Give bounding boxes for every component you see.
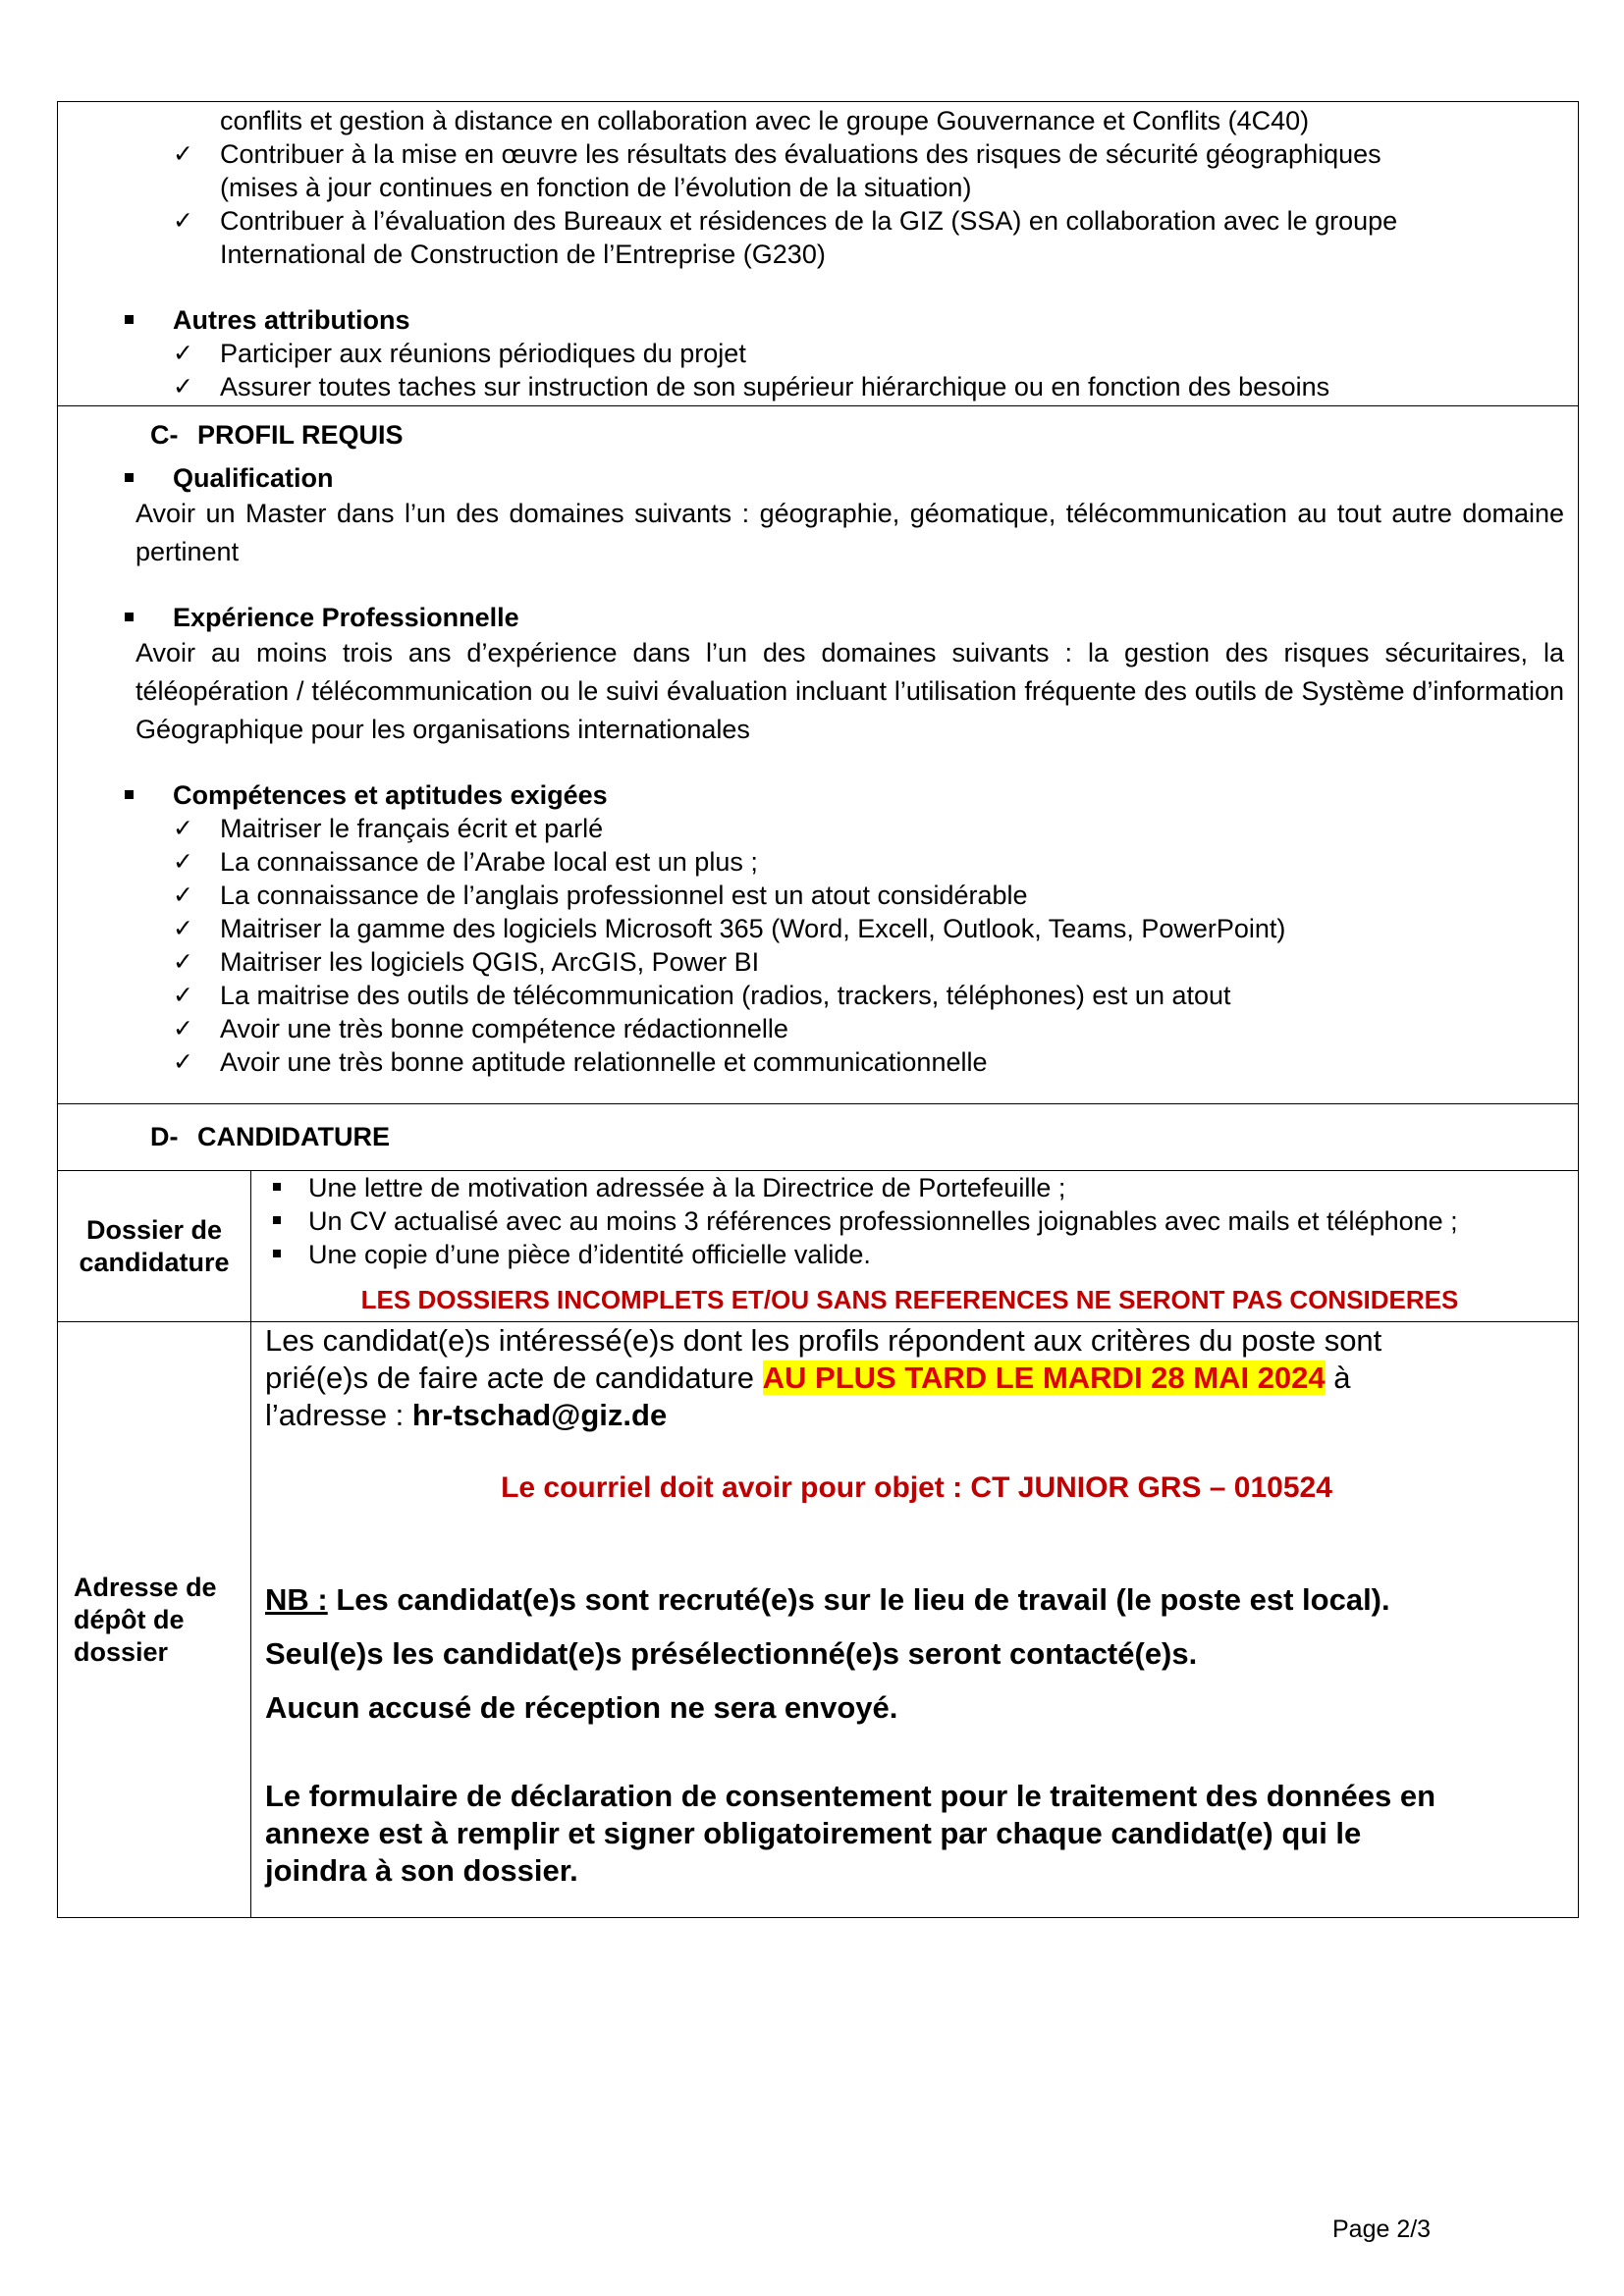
section-c-title: C- PROFIL REQUIS (150, 420, 404, 450)
list-item: ✓ La maitrise des outils de télécommunication (radios, trackers, téléphones) est un atout (173, 981, 1231, 1010)
check-icon: ✓ (173, 206, 193, 235)
list-item: ✓ Maitriser la gamme des logiciels Microsoft 365 (Word, Excell, Outlook, Teams, PowerPoint) (173, 914, 1286, 943)
qualification-text: Avoir un Master dans l’un des domaines suivants : géographie, géomatique, télécommunication au tout autre domaine pertinent (135, 499, 1564, 566)
check-icon: ✓ (173, 981, 193, 1009)
adresse-row (58, 1322, 1579, 1918)
autres-attributions-heading: Autres attributions (58, 303, 1564, 337)
square-bullet-icon (125, 315, 134, 324)
list-item: ✓ Maitriser les logiciels QGIS, ArcGIS, Power BI (173, 947, 760, 977)
qualification-heading: Qualification (58, 461, 1564, 495)
check-icon: ✓ (173, 1014, 193, 1042)
square-bullet-icon (273, 1183, 281, 1191)
list-item: ✓ Avoir une très bonne compétence rédactionnelle (173, 1014, 788, 1043)
square-bullet-icon (125, 473, 134, 482)
list-item: ✓ Contribuer à la mise en œuvre les résultats des évaluations des risques de sécurité géographiques (mises à jour continues en fonction de l’évolution de la situation) (173, 139, 1381, 202)
check-icon: ✓ (173, 1047, 193, 1076)
check-icon: ✓ (173, 814, 193, 842)
list-item: Une copie d’une pièce d’identité officielle valide. (308, 1238, 1568, 1271)
section-d-title-row (58, 1104, 1579, 1171)
list-item: ✓ Avoir une très bonne aptitude relationnelle et communicationnelle (173, 1047, 988, 1077)
square-bullet-icon (273, 1216, 281, 1224)
check-icon: ✓ (173, 947, 193, 976)
competences-heading: Compétences et aptitudes exigées (58, 778, 1564, 812)
check-icon: ✓ (173, 914, 193, 942)
deadline-highlight: AU PLUS TARD LE MARDI 28 MAI 2024 (762, 1361, 1326, 1395)
continued-line: conflits et gestion à distance en collaboration avec le groupe Gouvernance et Conflits (4C40) (220, 106, 1310, 135)
list-item: ✓ Assurer toutes taches sur instruction de son supérieur hiérarchique ou en fonction des besoins (173, 372, 1330, 401)
email-subject-note: Le courriel doit avoir pour objet : CT JUNIOR GRS – 010524 (501, 1471, 1332, 1504)
dossier-items-list (251, 1171, 1568, 1271)
square-bullet-icon (125, 790, 134, 799)
preselection-note: Seul(e)s les candidat(e)s présélectionné(e)s seront contacté(e)s. (265, 1636, 1198, 1671)
autres-attributions-list (58, 337, 1564, 403)
square-bullet-icon (273, 1250, 281, 1257)
experience-text: Avoir au moins trois ans d’expérience dans l’un des domaines suivants : la gestion des risques sécuritaires, la téléopération / télécommunication ou le suivi évaluation incluant l’utilisation fréquente des outils de Système d’information Géographique pour les organisations internationales (135, 638, 1564, 744)
page-number: Page 2/3 (1332, 2216, 1432, 2243)
list-item: ✓ Contribuer à l’évaluation des Bureaux et résidences de la GIZ (SSA) en collaboration avec le groupe International de Construction de l’Entreprise (G230) (173, 206, 1398, 269)
no-acknowledgement-note: Aucun accusé de réception ne sera envoyé. (265, 1690, 898, 1725)
email-address[interactable]: hr-tschad@giz.de (411, 1398, 668, 1432)
square-bullet-icon (125, 613, 134, 621)
list-item: ✓ La connaissance de l’Arabe local est un plus ; (173, 847, 758, 877)
list-item: ✓ Maitriser le français écrit et parlé (173, 814, 604, 843)
responsibility-list (58, 137, 1564, 271)
list-item: Une lettre de motivation adressée à la Directrice de Portefeuille ; (308, 1171, 1568, 1204)
competences-list (58, 812, 1564, 1079)
incomplete-warning: LES DOSSIERS INCOMPLETS ET/OU SANS REFERENCES NE SERONT PAS CONSIDERES (360, 1285, 1459, 1314)
check-icon: ✓ (173, 372, 193, 400)
job-description-table (57, 101, 1579, 1918)
check-icon: ✓ (173, 881, 193, 909)
check-icon: ✓ (173, 847, 193, 876)
application-intro: Les candidat(e)s intéressé(e)s dont les profils répondent aux critères du poste sont prié(e)s de faire acte de candidature AU PLUS TARD LE MARDI 28 MAI 2024 à l’adresse : hr-tschad@giz.de (265, 1323, 1382, 1432)
list-item: ✓ Participer aux réunions périodiques du projet (173, 339, 746, 368)
list-item: Un CV actualisé avec au moins 3 références professionnelles joignables avec mails et téléphone ; (308, 1204, 1568, 1238)
section-c-row (58, 406, 1579, 1104)
list-item: ✓ La connaissance de l’anglais professionnel est un atout considérable (173, 881, 1028, 910)
check-icon: ✓ (173, 139, 193, 168)
check-icon: ✓ (173, 339, 193, 367)
section-b-continuation-row (58, 102, 1579, 406)
dossier-row (58, 1171, 1579, 1322)
nb-note: NB : Les candidat(e)s sont recruté(e)s sur le lieu de travail (le poste est local). (265, 1582, 1390, 1617)
consent-form-note: Le formulaire de déclaration de consentement pour le traitement des données en annexe est à remplir et signer obligatoirement par chaque candidat(e) qui le joindra à son dossier. (265, 1779, 1436, 1888)
section-d-title: D- CANDIDATURE (150, 1122, 390, 1151)
experience-heading: Expérience Professionnelle (58, 601, 1564, 634)
adresse-label: Adresse de dépôt de dossier (74, 1572, 217, 1667)
dossier-label: Dossier de candidature (79, 1214, 230, 1277)
